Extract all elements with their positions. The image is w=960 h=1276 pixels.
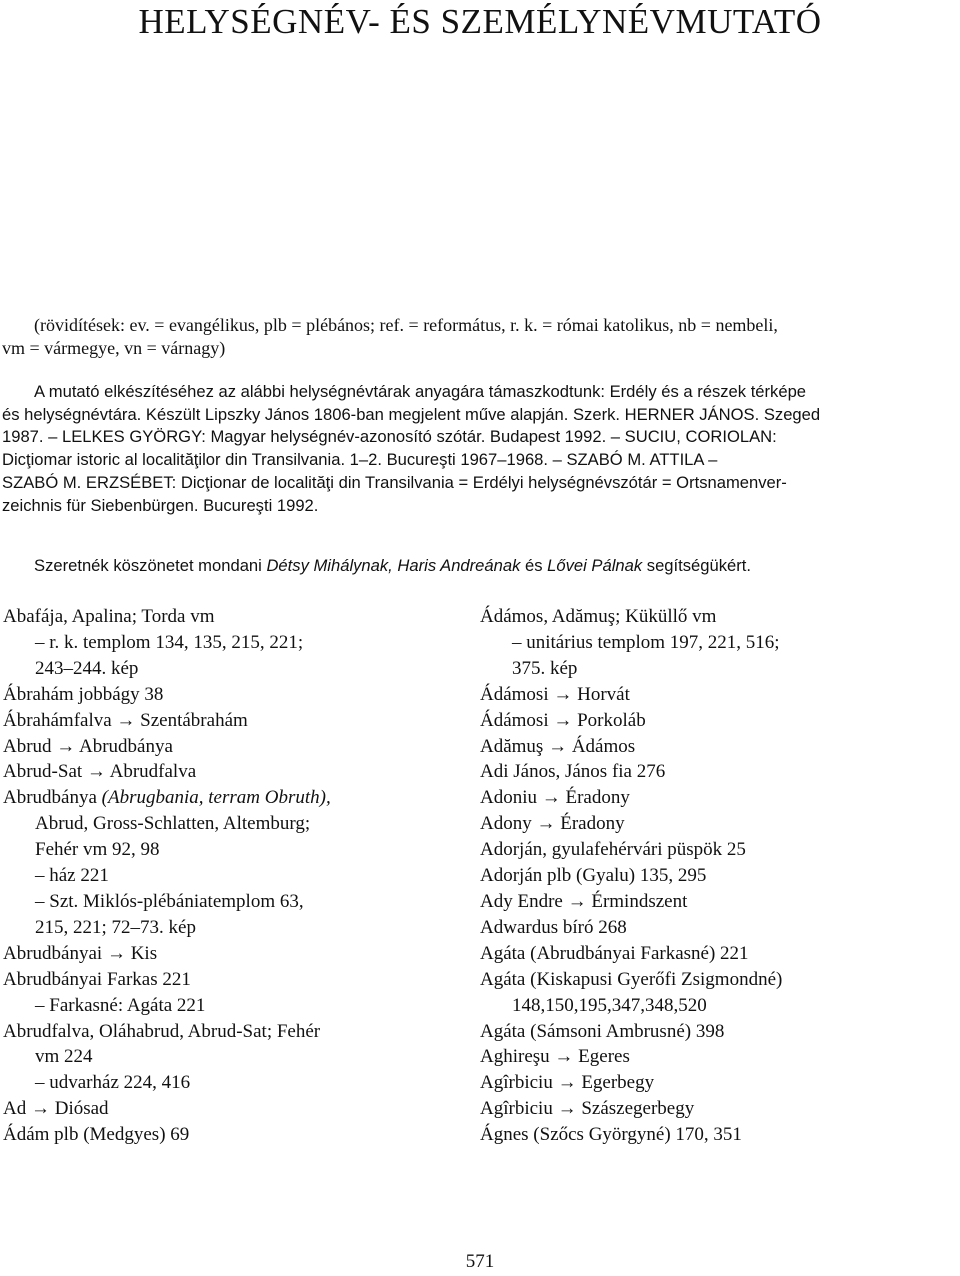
index-entry-text: Abrud → Abrudbánya — [3, 735, 173, 757]
index-entry — [3, 941, 463, 967]
sources-line: zeichnis für Siebenbürgen. Bucureşti 1992. — [2, 495, 319, 515]
index-entry — [480, 682, 940, 708]
index-entry — [3, 656, 463, 682]
index-entry-text: 215, 221; 72–73. kép — [35, 916, 196, 938]
index-entry-text: Ádámos, Adămuş; Küküllő vm — [480, 606, 717, 627]
index-entry-text: – r. k. templom 134, 135, 215, 221; — [35, 631, 304, 653]
index-entry-variant: (Abrugbania, terram Obruth), — [101, 787, 331, 809]
index-entry — [480, 811, 940, 837]
index-entry — [3, 811, 463, 837]
index-entry-text: – udvarház 224, 416 — [35, 1072, 191, 1094]
index-entry — [3, 1070, 463, 1096]
index-entry — [3, 1122, 463, 1148]
abbreviations-note — [2, 314, 958, 360]
index-entry-text: Ádámosi → Horvát — [480, 683, 630, 705]
index-entry — [3, 682, 463, 708]
index-column-left — [3, 604, 463, 1148]
index-entry — [480, 837, 940, 863]
index-entry — [480, 1070, 940, 1096]
index-entry — [480, 1096, 940, 1122]
index-entry-text: Ádám plb (Medgyes) 69 — [3, 1124, 190, 1146]
index-entry-text: Adony → Éradony — [480, 813, 625, 835]
index-entry-text: Adorján, gyulafehérvári püspök 25 — [480, 839, 746, 861]
index-entry — [480, 941, 940, 967]
abbreviations-line: (rövidítések: ev. = evangélikus, plb = plébános; ref. = református, r. k. = római katolikus, nb = nembeli, — [34, 315, 778, 335]
index-entry-text: Adorján plb (Gyalu) 135, 295 — [480, 865, 707, 887]
index-entry-text: – Farkasné: Agáta 221 — [35, 994, 206, 1016]
index-entry — [3, 630, 463, 656]
index-entry-text: Abrud, Gross-Schlatten, Altemburg; — [35, 813, 311, 835]
sources-line: Dicţiomar istoric al localităţilor din Transilvania. 1–2. Bucureşti 1967–1968. – SZABÓ M. ATTILA – — [2, 450, 718, 470]
sources-line: és helységnévtára. Készült Lipszky János 1806-ban megjelent műve alapján. Szerk. HERNER JÁNOS. Szeged — [2, 404, 821, 424]
index-entry — [480, 604, 940, 630]
index-entry — [480, 785, 940, 811]
index-entry — [3, 967, 463, 993]
index-entry-text: Ad → Diósad — [3, 1098, 109, 1120]
index-entry — [480, 993, 940, 1019]
page-number: 571 — [465, 1251, 495, 1272]
index-entry-text: Ady Endre → Érmindszent — [480, 890, 688, 912]
index-entry — [480, 915, 940, 941]
acknowledgement — [34, 555, 954, 577]
index-entry-text: Adwardus bíró 268 — [480, 916, 627, 938]
index-entry-text: – Szt. Miklós-plébániatemplom 63, — [35, 890, 304, 912]
index-entry-text: Agáta (Kiskapusi Gyerőfi Zsigmondné) — [480, 968, 783, 990]
index-entry — [480, 1122, 940, 1148]
index-entry — [3, 785, 463, 811]
index-entry — [480, 889, 940, 915]
abbreviations-line: vm = vármegye, vn = várnagy) — [2, 338, 226, 358]
index-entry-text: Aghireşu → Egeres — [480, 1046, 630, 1068]
index-entry — [480, 1019, 940, 1045]
index-entry-text: Ádámosi → Porkoláb — [480, 709, 646, 731]
index-entry — [3, 915, 463, 941]
index-entry-text: Ábrahám jobbágy 38 — [3, 683, 164, 705]
index-entry-text: Abrudbányai → Kis — [3, 942, 158, 964]
index-entry-text: Ábrahámfalva → Szentábrahám — [3, 709, 248, 731]
acknowledgement-text: és — [520, 556, 548, 575]
index-entry — [3, 863, 463, 889]
sources-line: A mutató elkészítéséhez az alábbi helységnévtárak anyagára támaszkodtunk: Erdély és a részek térképe — [34, 382, 807, 401]
index-entry-text: Agîrbiciu → Szászegerbegy — [480, 1098, 695, 1120]
index-entry — [480, 656, 940, 682]
index-entry-text: Abrudbányai Farkas 221 — [3, 968, 191, 990]
sources-line: 1987. – LELKES GYÖRGY: Magyar helységnév-azonosító szótár. Budapest 1992. – SUCIU, CORIOLAN: — [2, 427, 777, 447]
index-entry — [480, 630, 940, 656]
index-title: HELYSÉGNÉV- ÉS SZEMÉLYNÉVMUTATÓ — [138, 2, 822, 41]
index-entry — [3, 993, 463, 1019]
index-entry-text: Ágnes (Szőcs Györgyné) 170, 351 — [480, 1124, 742, 1146]
index-entry — [3, 734, 463, 760]
index-entry-text: 375. kép — [512, 657, 578, 679]
index-entry — [480, 863, 940, 889]
index-entry-text: Abrud-Sat → Abrudfalva — [3, 761, 197, 783]
sources-paragraph — [2, 381, 958, 517]
acknowledgement-text: Szeretnék köszönetet mondani — [34, 556, 267, 575]
index-entry — [480, 708, 940, 734]
acknowledgement-text: segítségükért. — [642, 556, 752, 575]
index-entry-text: Agîrbiciu → Egerbegy — [480, 1072, 655, 1094]
index-entry — [3, 1044, 463, 1070]
index-entry-text: Fehér vm 92, 98 — [35, 839, 160, 861]
index-entry-text: Agáta (Sámsoni Ambrusné) 398 — [480, 1020, 725, 1042]
index-entry — [3, 1096, 463, 1122]
index-entry-text: vm 224 — [35, 1046, 93, 1068]
acknowledgement-names: Lővei Pálnak — [547, 556, 643, 575]
index-entry-text: Adoniu → Éradony — [480, 787, 630, 809]
index-entry — [480, 1044, 940, 1070]
index-entry-text: Abrudbánya — [3, 787, 97, 809]
acknowledgement-names: Détsy Mihálynak, Haris Andreának — [266, 556, 521, 575]
index-column-right — [480, 604, 940, 1148]
index-entry — [3, 837, 463, 863]
index-entry-text: – unitárius templom 197, 221, 516; — [512, 631, 780, 653]
sources-line: SZABÓ M. ERZSÉBET: Dicţionar de localităţi din Transilvania = Erdélyi helységnévszótár = Ortsnamenver- — [2, 472, 787, 492]
index-entry-text: Agáta (Abrudbányai Farkasné) 221 — [480, 942, 749, 964]
index-entry — [3, 708, 463, 734]
index-entry-text: Adămuş → Ádámos — [480, 735, 636, 757]
index-entry — [480, 734, 940, 760]
index-entry — [480, 967, 940, 993]
index-entry-text: 243–244. kép — [35, 657, 139, 679]
index-entry-text: – ház 221 — [35, 865, 109, 887]
index-entry-text: Abrudfalva, Oláhabrud, Abrud-Sat; Fehér — [3, 1020, 321, 1042]
index-entry — [3, 604, 463, 630]
index-entry-text: 148,150,195,347,348,520 — [512, 994, 707, 1016]
index-entry-text: Adi János, János fia 276 — [480, 761, 666, 783]
index-entry — [3, 889, 463, 915]
index-entry — [480, 759, 940, 785]
index-entry-text: Abafája, Apalina; Torda vm — [3, 606, 215, 627]
index-entry — [3, 1019, 463, 1045]
index-entry — [3, 759, 463, 785]
